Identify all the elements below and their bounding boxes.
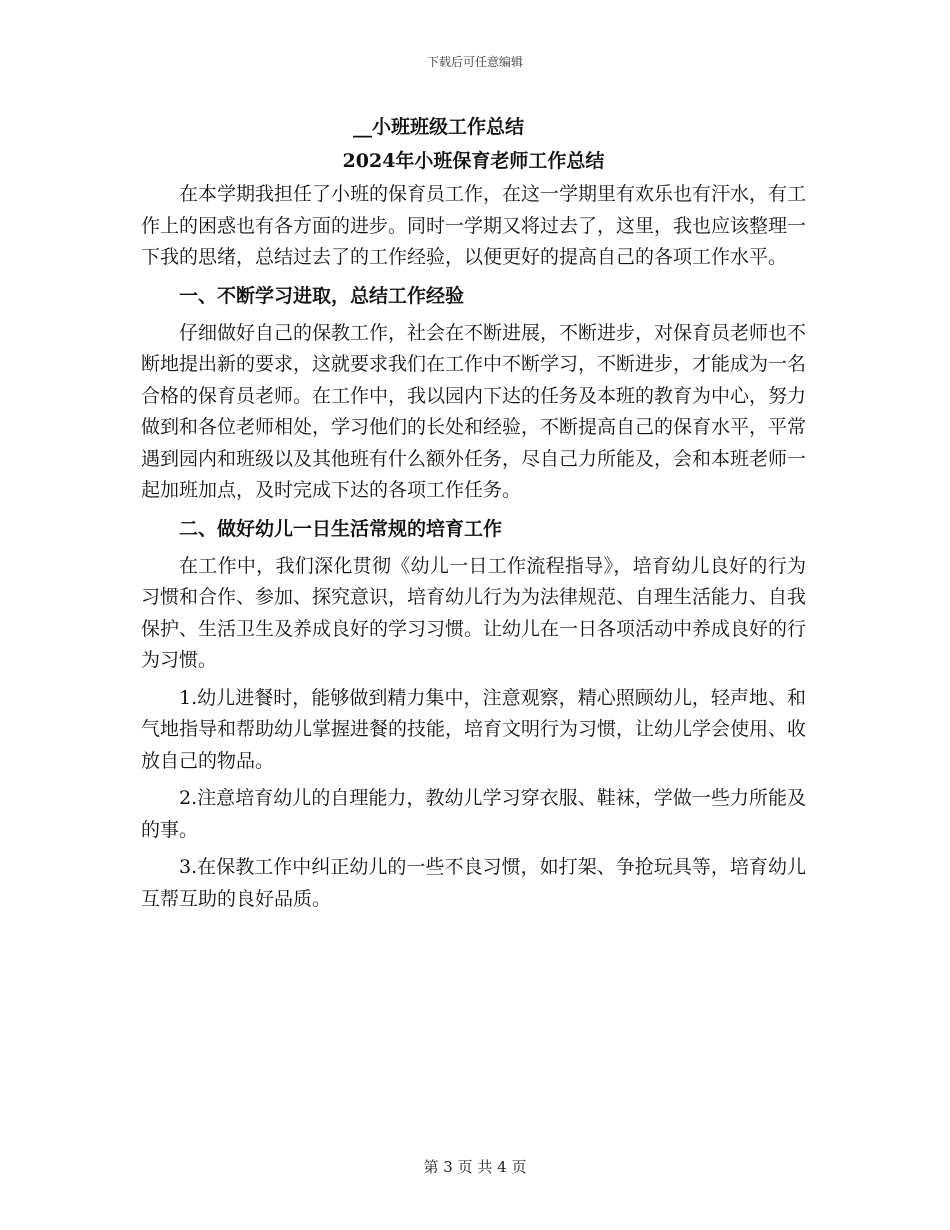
section-heading-2: 二、做好幼儿一日生活常规的培育工作 <box>179 517 503 540</box>
list-item-3: 3.在保教工作中纠正幼儿的一些不良习惯，如打架、争抢玩具等，培育幼儿互帮互助的良好品质。 <box>141 856 806 910</box>
list-item-1: 1.幼儿进餐时，能够做到精力集中，注意观察，精心照顾幼儿，轻声地、和气地指导和帮助幼儿掌握进餐的技能，培育文明行为习惯，让幼儿学会使用、收放自己的物品。 <box>141 686 807 772</box>
page-footer: 第 3 页 共 4 页 <box>423 1158 527 1176</box>
document-body <box>141 110 806 921</box>
paragraph-routine: 在工作中，我们深化贯彻《幼儿一日工作流程指导》，培育幼儿良好的行为习惯和合作、参加、探究意识，培育幼儿行为为法律规范、自理生活能力、自我保护、生活卫生及养成良好的学习习惯。让幼儿在一日各项活动中养成良好的行为习惯。 <box>141 554 807 671</box>
document-subtitle: 2024年小班保育老师工作总结 <box>342 150 605 172</box>
list-item-2: 2.注意培育幼儿的自理能力，教幼儿学习穿衣服、鞋袜，学做一些力所能及的事。 <box>141 787 806 841</box>
paragraph-intro: 在本学期我担任了小班的保育员工作，在这一学期里有欢乐也有汗水，有工作上的困惑也有各方面的进步。同时一学期又将过去了，这里，我也应该整理一下我的思绪，总结过去了的工作经验，以便更好的提高自己的各项工作水平。 <box>141 183 807 268</box>
paragraph-learning: 仔细做好自己的保教工作，社会在不断进展，不断进步，对保育员老师也不断地提出新的要求，这就要求我们在工作中不断学习，不断进步，才能成为一名合格的保育员老师。在工作中，我以园内下达的任务及本班的教育为中心，努力做到和各位老师相处，学习他们的长处和经验，不断提高自己的保育水平，平常遇到园内和班级以及其他班有什么额外任务，尽自己力所能及，会和本班老师一起加班加点，及时完成下达的各项工作任务。 <box>141 321 807 501</box>
document-title: __小班班级工作总结 <box>352 116 524 138</box>
section-heading-1: 一、不断学习进取，总结工作经验 <box>179 284 465 307</box>
header-note: 下载后可任意编辑 <box>426 55 523 69</box>
